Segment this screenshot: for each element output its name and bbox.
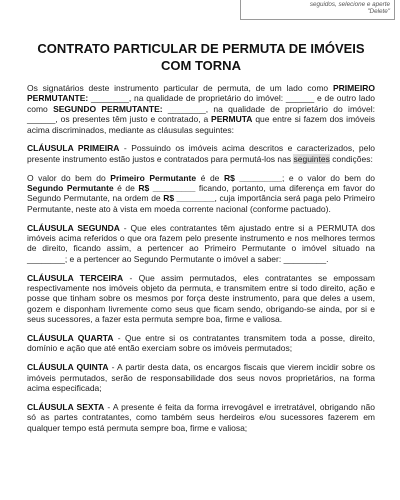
clause-segunda xyxy=(27,223,375,265)
note-line: seguidos, selecione e aperte xyxy=(309,1,390,8)
clause-heading: CLÁUSULA QUINTA xyxy=(27,362,109,373)
document-title: CONTRATO PARTICULAR DE PERMUTA DE IMÓVEIS COM TORNA xyxy=(37,41,365,73)
first-party-label: Primeiro Permutante xyxy=(110,172,197,183)
clause-text: ficando, portanto, uma diferença em favor do Segundo Permutante, na ordem de xyxy=(27,183,376,204)
intro-text: que entre si fazem dos imóveis acima discriminados, mediante as cláusulas seguintes: xyxy=(27,114,375,135)
clause-text: é de xyxy=(113,183,139,194)
second-party-label: Segundo Permutante xyxy=(27,183,114,194)
clause-text: - Possuindo os imóveis acima descritos e caracterizados, pelo presente instrumento estão justos e contratados para permutá-los nas xyxy=(27,143,375,164)
clause-heading: CLÁUSULA PRIMEIRA xyxy=(27,143,120,154)
amount-blank: R$ _________ xyxy=(138,183,196,194)
intro-text: Os signatários deste instrumento particular de permuta, de um lado como xyxy=(27,83,333,93)
permuta-term: PERMUTA xyxy=(211,114,253,125)
first-party-label: PRIMEIRO PERMUTANTE: xyxy=(27,83,375,104)
clause-text: - Que eles contratantes têm ajustado entre si a PERMUTA dos imóveis acima referidos o que ora fazem pelo presente instrumento e nos melhores termos de direito, ficando assim, a pertencer ao Primeiro Permutante o imóvel situado na ________; e a pertencer ao Segundo Permutante o imóvel a saber: _________. xyxy=(27,222,375,264)
instruction-note xyxy=(240,0,395,20)
clause-text: - Que entre si os contratantes transmitem toda a posse, direito, domínio e ação que até então exerciam sobre os imóveis permutados; xyxy=(27,333,375,354)
clause-heading: CLÁUSULA SEXTA xyxy=(27,401,105,412)
second-party-label: SEGUNDO PERMUTANTE: xyxy=(53,103,163,114)
intro-text: ________, na qualidade de proprietário do imóvel: ______ e de outro lado como xyxy=(27,93,375,114)
clause-heading: CLÁUSULA QUARTA xyxy=(27,333,114,344)
values-paragraph xyxy=(27,173,375,215)
intro-paragraph xyxy=(27,83,375,135)
clause-text: - A presente é feita da forma irrevogável e irretratável, obrigando não só as partes contratantes, como também seus herdeiros e/ou sucessores fazerem em qualquer tempo está permuta sempre boa, firme e valiosa; xyxy=(27,401,375,433)
clause-terceira xyxy=(27,273,375,325)
highlighted-word: seguintes xyxy=(293,153,330,164)
intro-text: ________, na qualidade de proprietário do imóvel: ______, os presentes têm justo e contratado, a xyxy=(27,103,375,125)
clause-text: ; e o valor do bem do xyxy=(281,172,375,183)
clause-text: - Que assim permutados, eles contratantes se empossam respectivamente nos imóveis objeto da permuta, e transmitem entre si todo direito, ação e posse que tinham sobre os mesmos por força deste instrumento, para que deles a usem, gozem e disponham livremente como seus que ficam sendo, obrigando-se ainda, por si e seus sucessores, a fazer esta permuta sempre boa, firme e valiosa. xyxy=(27,272,375,325)
clause-text: , cuja importância será paga pelo Primeiro Permutante, neste ato à vista em moeda corrente nacional (conforme pactuado). xyxy=(27,193,376,214)
clause-text: - A partir desta data, os encargos fiscais que vierem incidir sobre os imóveis permutados, serão de responsabilidade dos seus novos proprietários, na forma acima especificada; xyxy=(27,362,376,394)
clause-text: é de xyxy=(196,172,224,183)
clause-sexta xyxy=(27,402,375,433)
note-line: "Delete" xyxy=(367,8,390,15)
amount-blank: R$ _________ xyxy=(223,172,282,183)
contract-document xyxy=(27,40,375,442)
clause-text: O valor do bem do xyxy=(27,172,111,183)
clause-heading: CLÁUSULA TERCEIRA xyxy=(27,272,124,283)
clause-primeira xyxy=(27,143,375,164)
amount-blank: R$ ________ xyxy=(163,193,215,204)
clause-heading: CLÁUSULA SEGUNDA xyxy=(27,222,120,233)
clause-quarta xyxy=(27,333,375,354)
clause-text: condições: xyxy=(329,153,373,164)
clause-quinta xyxy=(27,362,375,393)
